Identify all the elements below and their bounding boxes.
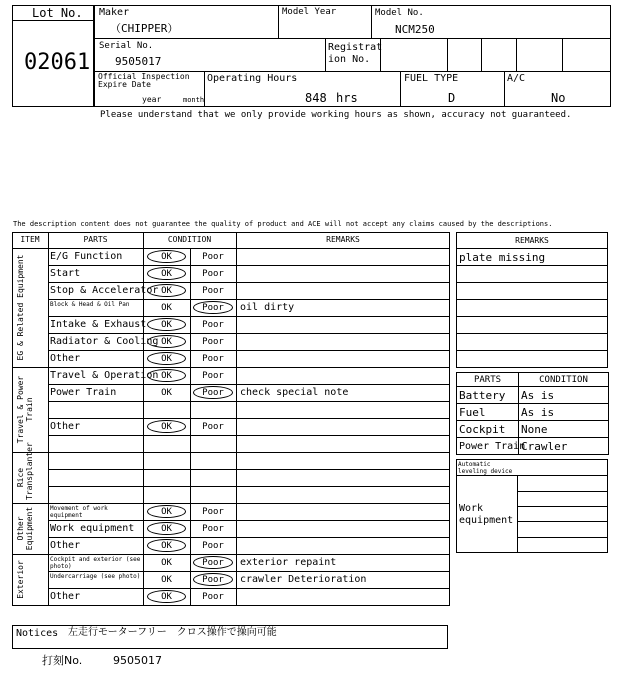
- item-header: ITEM: [20, 235, 40, 244]
- right-remark-row: [457, 266, 608, 283]
- row-remark: crawler Deterioration: [240, 574, 367, 585]
- hours-note: Please understand that we only provide working hours as shown, accuracy not guaranteed.: [100, 110, 572, 120]
- work-equipment-label: Work equipment: [459, 503, 514, 526]
- right-part-cond: Crawler: [519, 438, 609, 455]
- right-remark-row: [457, 334, 608, 351]
- notices-label: Notices: [16, 628, 59, 639]
- right-remark-row: [457, 300, 608, 317]
- condition-header: CONDITION: [167, 235, 212, 244]
- model-no-value: NCM250: [395, 23, 435, 36]
- row-part: Other: [50, 591, 81, 602]
- selected-poor-circle: [193, 301, 233, 314]
- poor-option: Poor: [202, 320, 224, 330]
- stamp-label: 打刻No.: [42, 654, 83, 667]
- row-remark: check special note: [240, 387, 349, 398]
- selected-ok-circle: [147, 352, 186, 365]
- ok-option: OK: [161, 558, 172, 568]
- lot-label: Lot No.: [32, 6, 83, 20]
- selected-ok-circle: [147, 250, 186, 263]
- poor-option: Poor: [202, 592, 224, 602]
- selected-poor-circle: [193, 573, 233, 586]
- group-label: EG & Related Equipment: [16, 254, 25, 361]
- right-remark-row: plate missing: [457, 249, 608, 266]
- row-part: Power Train: [50, 387, 117, 398]
- row-part: Stop & Accelerator: [50, 285, 159, 296]
- row-part: Radiator & Cooling: [50, 336, 159, 347]
- fuel-label: FUEL TYPE: [404, 73, 459, 84]
- lot-number: 02061: [24, 50, 91, 75]
- model-year-label: Model Year: [282, 7, 337, 17]
- poor-option: Poor: [202, 422, 224, 432]
- remarks-header: REMARKS: [326, 235, 360, 244]
- row-part: E/G Function: [50, 251, 123, 262]
- right-remark-row: [457, 351, 608, 368]
- ok-option: OK: [161, 269, 172, 279]
- row-part: Undercarriage (see photo): [50, 573, 141, 580]
- right-part-name: Power Train: [457, 438, 519, 455]
- row-part: Work equipment: [50, 523, 135, 534]
- group-label: Other Equipment: [16, 506, 34, 551]
- right-part-name: Fuel: [457, 404, 519, 421]
- model-no-label: Model No.: [375, 8, 424, 18]
- right-condition-header: CONDITION: [519, 373, 609, 387]
- ok-option: OK: [161, 286, 172, 296]
- hours-label: Operating Hours: [207, 73, 298, 84]
- right-parts-header: PARTS: [457, 373, 519, 387]
- serial-value: 9505017: [115, 55, 162, 68]
- selected-ok-circle: [147, 420, 186, 433]
- right-part-cond: None: [519, 421, 609, 438]
- ok-option: OK: [161, 388, 172, 398]
- row-part: Movement of work equipment: [50, 505, 108, 519]
- row-part: Intake & Exhaust: [50, 319, 147, 330]
- poor-option: Poor: [202, 371, 224, 381]
- poor-option: Poor: [202, 524, 224, 534]
- ok-option: OK: [161, 524, 172, 534]
- row-part: Other: [50, 540, 81, 551]
- poor-option: Poor: [202, 286, 224, 296]
- right-remarks-header: REMARKS: [457, 233, 608, 249]
- ok-option: OK: [161, 320, 172, 330]
- row-remark: exterior repaint: [240, 557, 337, 568]
- stamp-value: 9505017: [113, 654, 162, 667]
- row-part: Block & Head & Oil Pan: [50, 301, 130, 308]
- ok-option: OK: [161, 541, 172, 551]
- poor-option: Poor: [202, 252, 224, 262]
- month-label: month: [183, 96, 205, 104]
- disclaimer: The description content does not guarantee the quality of product and ACE will not accept any claims caused by the descriptions.: [13, 220, 553, 228]
- auto-leveling-label: Automatic leveling device: [458, 461, 513, 475]
- poor-option: Poor: [202, 303, 224, 313]
- right-parts-table: [456, 372, 609, 455]
- right-remark-row: [457, 317, 608, 334]
- inspection-label-1: Official Inspection: [98, 72, 190, 81]
- ok-option: OK: [161, 337, 172, 347]
- hours-unit: hrs: [336, 91, 358, 105]
- selected-poor-circle: [193, 386, 233, 399]
- right-remark-row: [457, 283, 608, 300]
- selected-ok-circle: [147, 284, 186, 297]
- selected-ok-circle: [147, 590, 186, 603]
- parts-header: PARTS: [83, 235, 108, 244]
- hours-value: 848: [305, 91, 327, 105]
- ac-value: No: [551, 91, 566, 105]
- serial-label: Serial No.: [99, 41, 154, 51]
- poor-option: Poor: [202, 575, 224, 585]
- ok-option: OK: [161, 371, 172, 381]
- selected-ok-circle: [147, 522, 186, 535]
- right-remarks-table: [456, 232, 608, 368]
- ac-label: A/C: [507, 73, 526, 84]
- poor-option: Poor: [202, 354, 224, 364]
- row-part: Travel & Operation: [50, 370, 159, 381]
- group-label: Travel & Power Train: [16, 375, 34, 444]
- poor-option: Poor: [202, 558, 224, 568]
- right-part-name: Battery: [457, 387, 519, 404]
- selected-ok-circle: [147, 505, 186, 518]
- ok-option: OK: [161, 422, 172, 432]
- selected-ok-circle: [147, 335, 186, 348]
- ok-option: OK: [161, 354, 172, 364]
- poor-option: Poor: [202, 388, 224, 398]
- row-part: Start: [50, 268, 81, 279]
- poor-option: Poor: [202, 541, 224, 551]
- year-label: year: [142, 95, 162, 104]
- poor-option: Poor: [202, 269, 224, 279]
- inspection-label-2: Expire Date: [98, 80, 151, 89]
- selected-ok-circle: [147, 318, 186, 331]
- right-part-cond: As is: [519, 404, 609, 421]
- group-label: Exterior: [16, 560, 25, 599]
- notices-text: 左走行モーターフリー クロス操作で操向可能: [68, 627, 277, 638]
- registration-label: Registrat ion No.: [328, 42, 383, 65]
- ok-option: OK: [161, 252, 172, 262]
- right-part-cond: As is: [519, 387, 609, 404]
- row-part: Cockpit and exterior (see photo): [50, 556, 141, 570]
- selected-ok-circle: [147, 369, 186, 382]
- poor-option: Poor: [202, 337, 224, 347]
- right-part-name: Cockpit: [457, 421, 519, 438]
- ok-option: OK: [161, 507, 172, 517]
- row-remark: oil dirty: [240, 302, 295, 313]
- selected-ok-circle: [147, 539, 186, 552]
- group-label: Rice Transplanter: [16, 442, 34, 500]
- selected-ok-circle: [147, 267, 186, 280]
- row-part: Other: [50, 421, 81, 432]
- fuel-value: D: [448, 91, 456, 105]
- maker-value: （CHIPPER）: [110, 22, 179, 35]
- poor-option: Poor: [202, 507, 224, 517]
- maker-label: Maker: [99, 7, 130, 18]
- row-part: Other: [50, 353, 81, 364]
- ok-option: OK: [161, 303, 172, 313]
- ok-option: OK: [161, 575, 172, 585]
- selected-poor-circle: [193, 556, 233, 569]
- ok-option: OK: [161, 592, 172, 602]
- condition-table: [12, 232, 450, 605]
